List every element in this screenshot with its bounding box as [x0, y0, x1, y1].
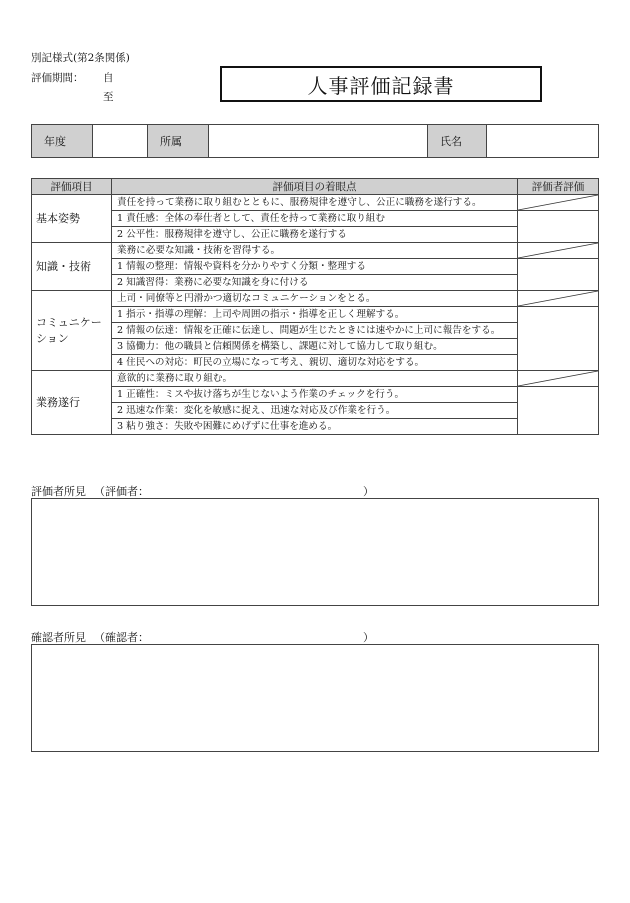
- evaluator-comment-label: 評価者所見: [31, 485, 86, 498]
- point-item: 2 知識習得：業務に必要な知識を身に付ける: [112, 275, 518, 291]
- summary-diagonal-cell: [518, 243, 599, 259]
- table-row: [32, 291, 599, 307]
- table-row: [32, 195, 599, 211]
- summary-task-execution: 意欲的に業務に取り組む。: [112, 371, 518, 387]
- table-row: [32, 339, 599, 355]
- evaluation-table: [31, 178, 599, 435]
- name-field[interactable]: [487, 125, 599, 158]
- table-row: [32, 243, 599, 259]
- point-item: 3 粘り強さ：失敗や困難にめげずに仕事を進める。: [112, 419, 518, 435]
- confirmer-comment-box[interactable]: [31, 644, 599, 752]
- table-row: [32, 275, 599, 291]
- point-item: 2 迅速な作業：変化を敏感に捉え、迅速な対応及び作業を行う。: [112, 403, 518, 419]
- point-item: 2 公平性：服務規律を遵守し、公正に職務を遂行する: [112, 227, 518, 243]
- summary-knowledge-skill: 業務に必要な知識・技術を習得する。: [112, 243, 518, 259]
- score-cell-communication[interactable]: [518, 307, 599, 371]
- table-row: [32, 355, 599, 371]
- point-item: 2 情報の伝達：情報を正確に伝達し、問題が生じたときには速やかに上司に報告をする。: [112, 323, 518, 339]
- score-cell-basic-attitude[interactable]: [518, 211, 599, 243]
- point-item: 3 協働力：他の職員と信頼関係を構築し、課題に対して協力して取り組む。: [112, 339, 518, 355]
- table-row: [32, 323, 599, 339]
- summary-communication: 上司・同僚等と円滑かつ適切なコミュニケーションをとる。: [112, 291, 518, 307]
- info-table: [31, 124, 599, 158]
- score-cell-knowledge-skill[interactable]: [518, 259, 599, 291]
- header-points: 評価項目の着眼点: [112, 179, 518, 195]
- table-row: [32, 419, 599, 435]
- table-row: [32, 307, 599, 323]
- category-task-execution: 業務遂行: [32, 371, 112, 435]
- point-item: 1 指示・指導の理解：上司や周囲の指示・指導を正しく理解する。: [112, 307, 518, 323]
- period-from-label: 自: [103, 72, 114, 84]
- header-score: 評価者評価: [518, 179, 599, 195]
- evaluator-comment-box[interactable]: [31, 498, 599, 606]
- name-label: 氏名: [428, 125, 487, 158]
- point-item: 4 住民への対応：町民の立場になって考え、親切、適切な対応をする。: [112, 355, 518, 371]
- dept-field[interactable]: [209, 125, 428, 158]
- confirmer-name-label: （確認者：: [94, 631, 149, 644]
- table-row: [32, 387, 599, 403]
- summary-basic-attitude: 責任を持って業務に取り組むとともに、服務規律を遵守し、公正に職務を遂行する。: [112, 195, 518, 211]
- category-knowledge-skill: 知識・技術: [32, 243, 112, 291]
- year-field[interactable]: [93, 125, 148, 158]
- confirmer-name-close: ）: [363, 631, 374, 644]
- table-row: [32, 211, 599, 227]
- table-row: [32, 371, 599, 387]
- year-label: 年度: [32, 125, 93, 158]
- category-communication: コミュニケーション: [32, 291, 112, 371]
- summary-diagonal-cell: [518, 371, 599, 387]
- evaluator-name-label: （評価者：: [94, 485, 149, 498]
- table-row: [32, 227, 599, 243]
- table-row: [32, 403, 599, 419]
- table-row: [32, 259, 599, 275]
- summary-diagonal-cell: [518, 195, 599, 211]
- category-basic-attitude: 基本姿勢: [32, 195, 112, 243]
- confirmer-comment-label: 確認者所見: [31, 631, 86, 644]
- score-cell-task-execution[interactable]: [518, 387, 599, 435]
- period-label: 評価期間：: [31, 72, 84, 84]
- point-item: 1 正確性：ミスや抜け落ちが生じないよう作業のチェックを行う。: [112, 387, 518, 403]
- point-item: 1 情報の整理：情報や資料を分かりやすく分類・整理する: [112, 259, 518, 275]
- point-item: 1 責任感：全体の奉仕者として、責任を持って業務に取り組む: [112, 211, 518, 227]
- evaluator-name-close: ）: [363, 485, 374, 498]
- dept-label: 所属: [148, 125, 209, 158]
- period-to-label: 至: [103, 91, 114, 103]
- form-note: 別記様式(第2条関係): [31, 52, 130, 64]
- summary-diagonal-cell: [518, 291, 599, 307]
- header-category: 評価項目: [32, 179, 112, 195]
- evaluation-header-row: [32, 179, 599, 195]
- document-title: 人事評価記録書: [220, 66, 542, 102]
